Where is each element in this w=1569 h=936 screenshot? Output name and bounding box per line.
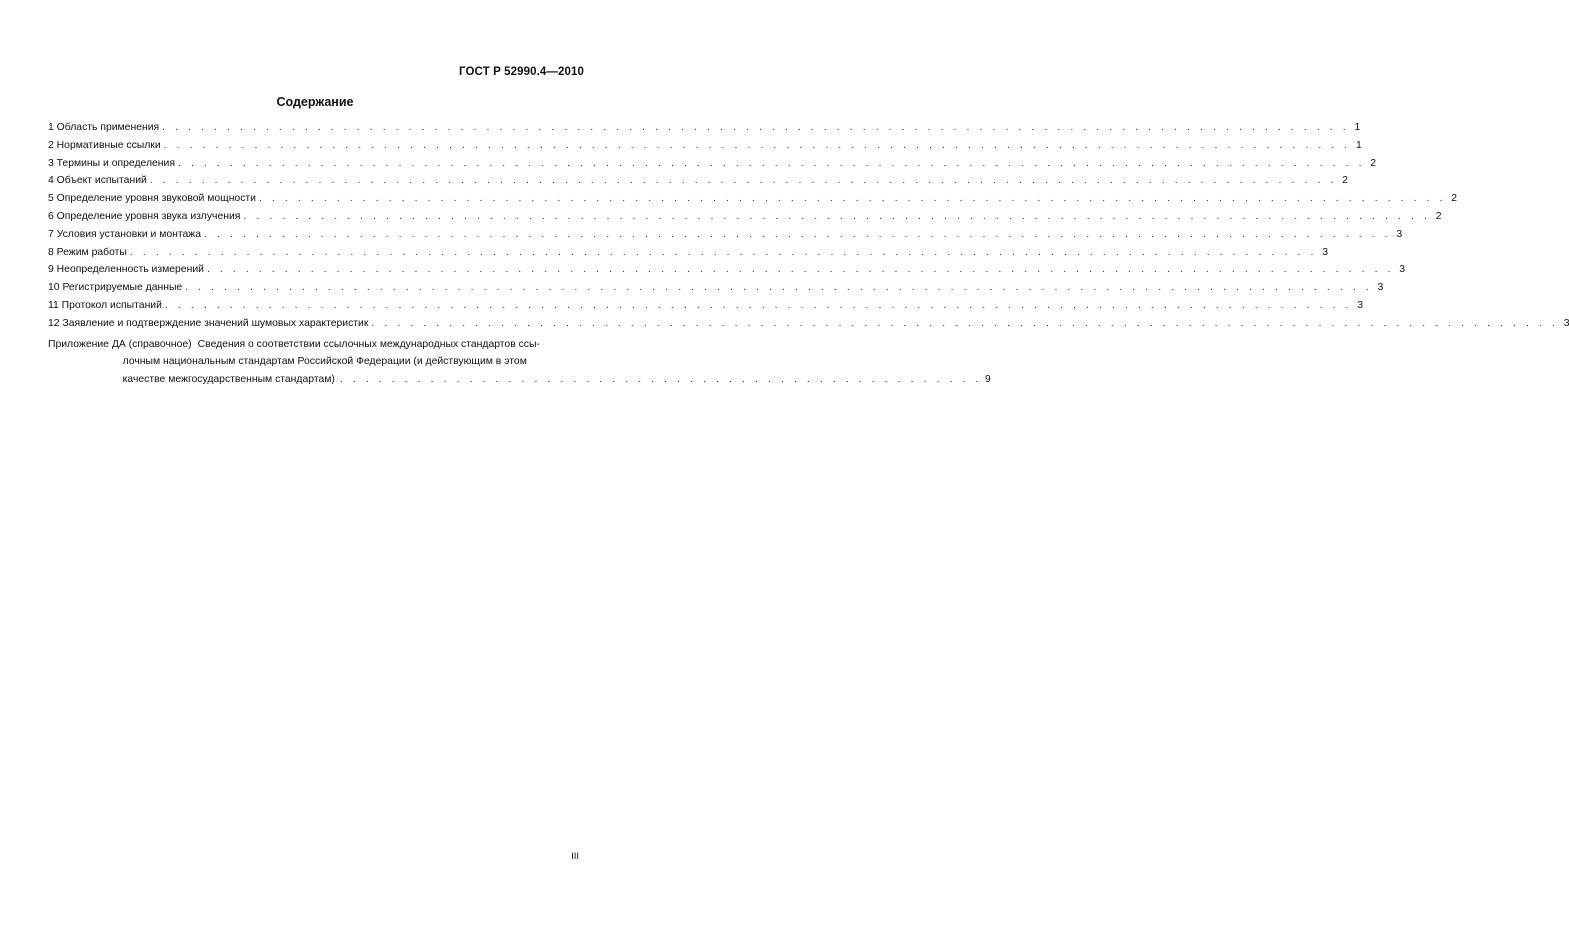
toc-leader-dots	[162, 122, 1349, 133]
appendix-title-line-2: лочным национальным стандартам Российской Федерации (и действующим в этом	[122, 356, 527, 368]
toc-item-page: 3	[1399, 264, 1406, 276]
toc-leader-dots	[371, 318, 1558, 329]
toc-item-label: 10 Регистрируемые данные	[48, 282, 183, 294]
toc-item-label: 8 Режим работы	[48, 246, 127, 258]
toc-item-label: 9 Неопределенность измерений	[48, 264, 204, 276]
appendix-label: Приложение ДА (справочное)	[48, 338, 192, 350]
toc-item-page: 2	[1370, 157, 1377, 169]
toc-item-page: 1	[1354, 122, 1361, 133]
toc-item-label: 1 Область применения	[48, 122, 160, 133]
toc-item-2[interactable]	[48, 139, 1362, 158]
toc-item-label: 7 Условия установки и монтажа	[48, 228, 202, 240]
toc-leader-dots	[207, 264, 1394, 275]
appendix-title-line-3-text: качестве межгосударственным стандартам)	[122, 373, 335, 385]
toc-item-4[interactable]	[48, 175, 1348, 193]
table-of-contents	[48, 122, 1569, 388]
toc-item-3[interactable]	[48, 157, 1377, 176]
toc-item-12[interactable]	[48, 317, 1569, 336]
toc-item-label: 12 Заявление и подтверждение значений шумовых характеристик	[48, 317, 369, 329]
toc-item-page: 2	[1342, 175, 1348, 187]
toc-item-8[interactable]	[48, 246, 1328, 265]
appendix-title	[122, 336, 991, 389]
toc-item-1[interactable]	[48, 122, 1361, 140]
toc-item-11[interactable]	[48, 299, 1364, 318]
appendix-title-line-1: Сведения о соответствии ссылочных международных стандартов ссы-	[197, 338, 540, 350]
appendix-title-line-3	[123, 371, 991, 389]
toc-appendix[interactable]	[48, 336, 991, 389]
toc-item-page: 3	[1357, 299, 1364, 311]
toc-item-10[interactable]	[48, 282, 1384, 300]
toc-leader-dots	[178, 158, 1365, 169]
toc-item-label: 3 Термины и определения	[48, 157, 175, 169]
standard-code: ГОСТ Р 52990.4—2010	[459, 66, 584, 78]
toc-leader-dots	[243, 211, 1430, 222]
toc-item-9[interactable]	[48, 264, 1406, 282]
toc-item-label: 2 Нормативные ссылки	[48, 139, 161, 151]
toc-leader-dots	[164, 140, 1351, 151]
toc-item-page: 3	[1377, 282, 1384, 294]
toc-leader-dots	[150, 175, 1337, 186]
page-number: III	[571, 851, 579, 862]
toc-item-label: 5 Определение уровня звуковой мощности	[48, 193, 256, 205]
toc-item-label: 4 Объект испытаний	[48, 175, 147, 187]
toc-leader-dots	[259, 193, 1446, 204]
toc-item-7[interactable]	[48, 228, 1403, 247]
toc-item-page: 2	[1451, 193, 1458, 205]
toc-item-6[interactable]	[48, 210, 1442, 229]
toc-item-label: 11 Протокол испытаний	[48, 299, 162, 311]
toc-leader-dots	[165, 300, 1352, 311]
toc-item-5[interactable]	[48, 193, 1458, 211]
toc-leader-dots	[204, 229, 1391, 240]
toc-title: Содержание	[276, 95, 354, 109]
appendix-page: 9	[985, 373, 991, 385]
toc-leader-dots	[185, 282, 1372, 293]
toc-item-page: 3	[1563, 317, 1569, 329]
toc-leader-dots	[340, 371, 982, 389]
toc-item-page: 3	[1396, 228, 1403, 240]
toc-item-label: 6 Определение уровня звука излучения	[48, 210, 241, 222]
toc-item-page: 1	[1355, 139, 1362, 151]
toc-leader-dots	[130, 247, 1317, 258]
toc-item-page: 2	[1435, 210, 1442, 222]
toc-item-page: 3	[1322, 246, 1328, 258]
